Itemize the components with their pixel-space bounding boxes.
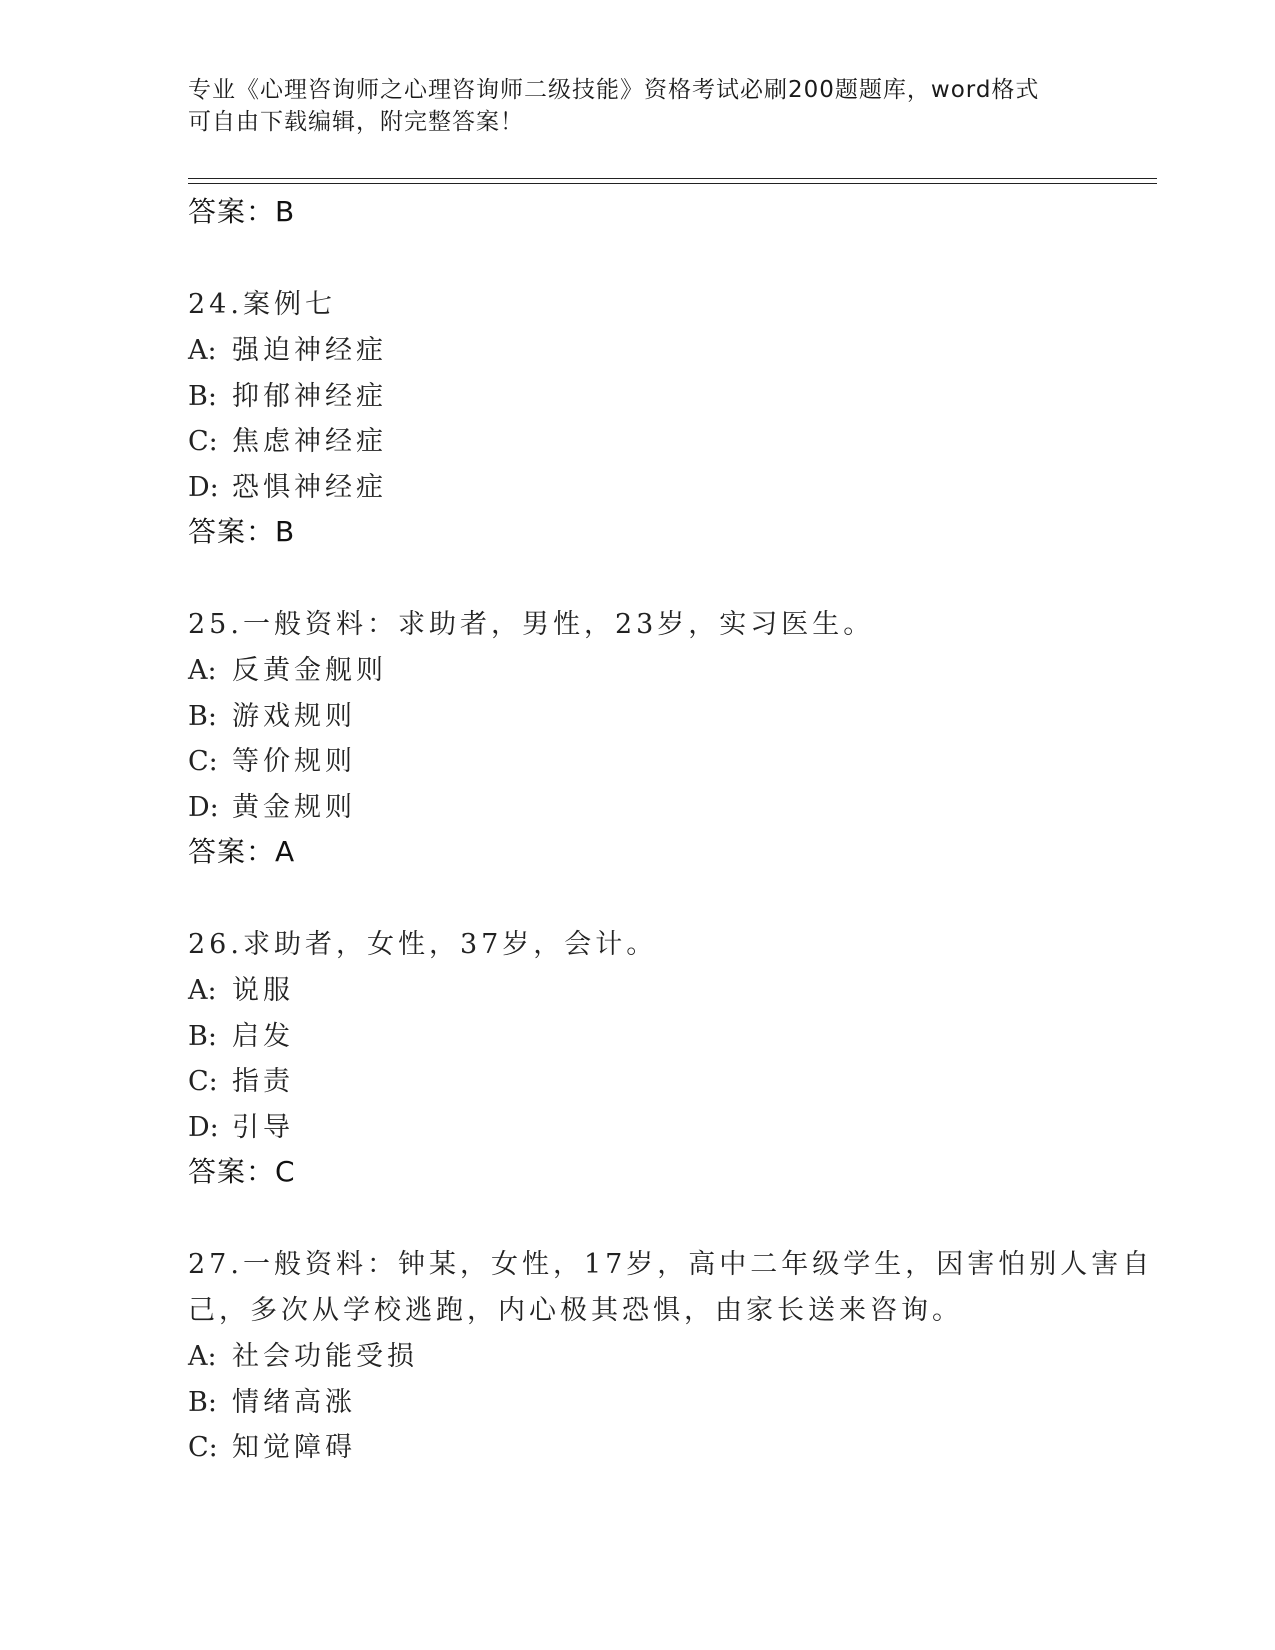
option-key: C:: [188, 1066, 218, 1097]
option-a: [188, 968, 1148, 1014]
option-a: [188, 648, 1148, 694]
document-header: [188, 74, 1088, 138]
option-b: [188, 1014, 1148, 1060]
option-d: [188, 785, 1148, 831]
option-key: B:: [188, 1386, 217, 1418]
option-a: [188, 328, 1148, 374]
header-divider-bottom: [188, 183, 1157, 184]
question-text: 24.案例七: [188, 289, 336, 320]
option-key: C:: [188, 426, 218, 457]
answer-line: 答案：A: [188, 835, 296, 868]
option-d: [188, 1105, 1148, 1151]
option-text: 引导: [232, 1111, 294, 1143]
option-b: [188, 374, 1148, 420]
option-c: [188, 419, 1148, 465]
option-key: A:: [188, 335, 217, 366]
option-key: D:: [188, 1111, 219, 1143]
question-text: 26.求助者，女性，37岁，会计。: [188, 929, 658, 960]
option-key: D:: [188, 471, 219, 503]
option-key: C:: [188, 1432, 218, 1463]
option-key: A:: [188, 975, 217, 1006]
option-b: [188, 1380, 1148, 1426]
option-text: 知觉障碍: [232, 1432, 356, 1463]
option-c: [188, 739, 1148, 785]
option-text: 游戏规则: [232, 700, 356, 732]
option-key: D:: [188, 791, 219, 823]
option-text: 反黄金舰则: [232, 655, 387, 686]
question-block: [188, 602, 1148, 874]
option-key: B:: [188, 1020, 217, 1052]
answer-line: 答案：C: [188, 1155, 296, 1188]
answer-line: 答案：B: [188, 195, 296, 228]
option-text: 恐惧神经症: [232, 471, 387, 503]
question-block: [188, 922, 1148, 1194]
question-block: [188, 1242, 1154, 1471]
option-c: [188, 1425, 1148, 1471]
option-d: [188, 465, 1148, 511]
option-b: [188, 694, 1148, 740]
option-text: 等价规则: [232, 746, 356, 777]
option-key: A:: [188, 1341, 217, 1372]
option-text: 抑郁神经症: [232, 380, 387, 412]
option-text: 指责: [232, 1066, 294, 1097]
header-divider-top: [188, 178, 1157, 179]
option-key: B:: [188, 380, 217, 412]
option-text: 强迫神经症: [232, 335, 387, 366]
header-line-1: 专业《心理咨询师之心理咨询师二级技能》资格考试必刷200题题库，word格式: [188, 77, 1040, 103]
question-block: [188, 282, 1148, 554]
question-text-continued: 己，多次从学校逃跑，内心极其恐惧，由家长送来咨询。: [188, 1295, 963, 1326]
header-line-2: 可自由下载编辑，附完整答案！: [188, 109, 524, 135]
option-key: C:: [188, 746, 218, 777]
question-text: 25.一般资料：求助者，男性，23岁，实习医生。: [188, 609, 875, 640]
option-text: 焦虑神经症: [232, 426, 387, 457]
option-key: A:: [188, 655, 217, 686]
question-list: [188, 190, 1154, 1471]
option-c: [188, 1059, 1148, 1105]
question-text: 27.一般资料：钟某，女性，17岁，高中二年级学生，因害怕别人害自: [188, 1249, 1154, 1280]
option-text: 说服: [232, 975, 294, 1006]
option-text: 社会功能受损: [232, 1341, 418, 1372]
answer-line: 答案：B: [188, 515, 296, 548]
option-key: B:: [188, 700, 217, 732]
option-text: 情绪高涨: [232, 1386, 356, 1418]
option-text: 黄金规则: [232, 791, 356, 823]
option-a: [188, 1334, 1148, 1380]
option-text: 启发: [232, 1020, 294, 1052]
